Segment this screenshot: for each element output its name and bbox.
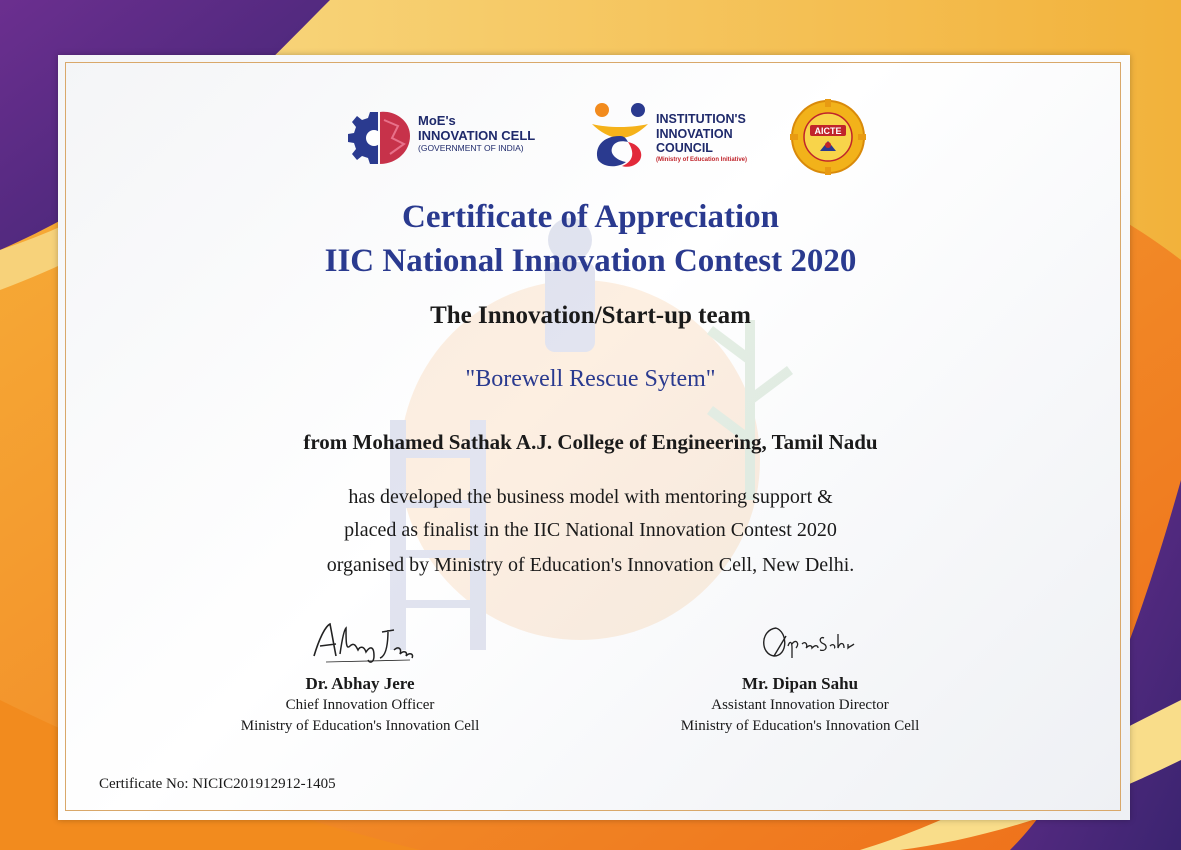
logo-strip [0,96,1181,176]
moe-logo-line1: MoE's [418,113,456,128]
signatory-left-role: Chief Innovation Officer [285,697,435,713]
aicte-label: AICTE [814,126,842,136]
gear-brain-icon [348,106,414,166]
signatory-right-role: Assistant Innovation Director [711,697,889,713]
iic-emblem-icon [588,98,652,170]
certificate-number: Certificate No: NICIC201912912-1405 [99,776,336,792]
aicte-seal-icon [790,99,866,175]
body-line-3: organised by Ministry of Education's Innovation Cell, New Delhi. [326,554,855,576]
signatory-right [640,616,960,735]
iic-logo-line1: INSTITUTION'S [656,112,746,126]
iic-logo-line2: INNOVATION [656,126,733,141]
certificate-subtitle: IIC National Innovation Contest 2020 [324,243,857,279]
team-heading: The Innovation/Start-up team [430,302,751,329]
college-line: from Mohamed Sathak A.J. College of Engineering, Tamil Nadu [303,430,878,454]
signatory-right-org: Ministry of Education's Innovation Cell [680,718,920,734]
body-line-2: placed as finalist in the IIC National Innovation Contest 2020 [344,519,837,541]
signatory-left-org: Ministry of Education's Innovation Cell [240,718,480,734]
signatory-left [200,616,520,735]
signature-dipan-sahu [730,616,870,668]
certificate-title: Certificate of Appreciation [402,199,779,235]
iic-logo-line3: COUNCIL [656,141,713,155]
moe-logo-line3: (GOVERNMENT OF INDIA) [418,143,524,153]
aicte-logo [790,99,866,175]
moe-logo-line2: INNOVATION CELL [418,128,536,143]
iic-logo [588,98,768,170]
signature-abhay-jere [290,616,430,668]
project-name: "Borewell Rescue Sytem" [465,366,716,392]
signatory-left-name: Dr. Abhay Jere [305,674,415,693]
iic-logo-line4: (Ministry of Education Initiative) [656,156,748,163]
body-line-1: has developed the business model with mentoring support & [348,486,833,508]
moe-innovation-cell-logo [348,106,558,166]
signatory-right-name: Mr. Dipan Sahu [741,674,859,693]
